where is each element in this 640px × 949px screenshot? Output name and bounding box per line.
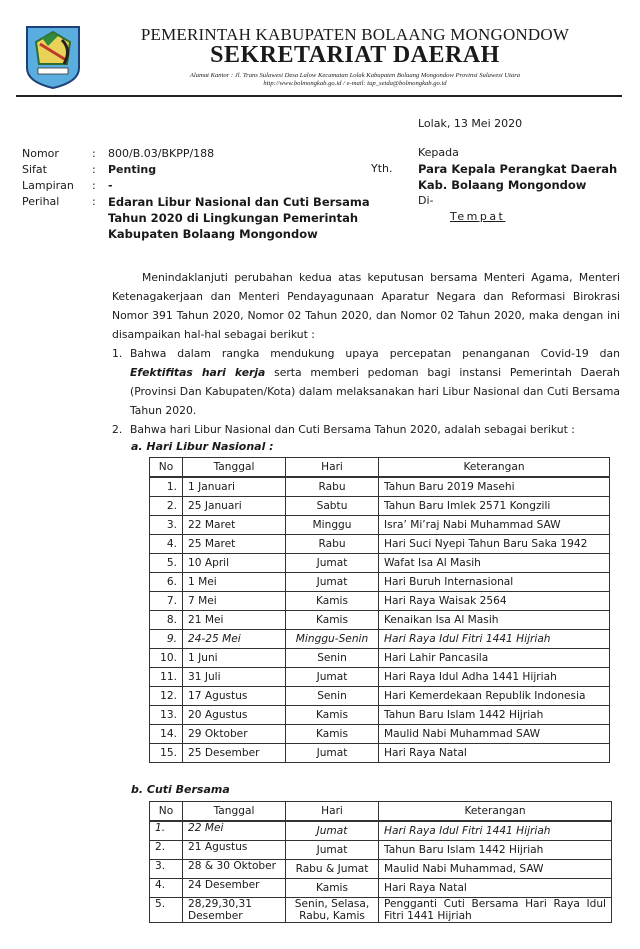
cell-hari: Jumat (286, 668, 379, 687)
cell-ket: Tahun Baru Islam 1442 Hijriah (379, 706, 610, 725)
table-row (150, 898, 612, 923)
cell-ket: Isra’ Mi’raj Nabi Muhammad SAW (379, 516, 610, 535)
cell-tanggal: 31 Juli (183, 668, 286, 687)
cell-hari: Senin, Selasa, Rabu, Kamis (286, 898, 379, 923)
meta-sifat: Sifat : Penting (22, 163, 157, 176)
cell-ket: Hari Kemerdekaan Republik Indonesia (379, 687, 610, 706)
cell-no: 13. (150, 706, 183, 725)
list-item: 2. Bahwa hari Libur Nasional dan Cuti Bersama Tahun 2020, adalah sebagai berikut : (112, 423, 575, 436)
cell-hari: Minggu-Senin (286, 630, 379, 649)
table-row (150, 592, 610, 611)
cell-no: 1. (150, 477, 183, 497)
numbered-list (112, 344, 620, 439)
list-item: 1. Bahwa dalam rangka mendukung upaya percepatan penanganan Covid-19 dan Efektifitas hari kerja serta memberi pedoman bagi instansi Pemerintah Daerah (Provinsi Dan Kabupaten/Kota) dalam melaksanakan hari Libur Nasional dan Cuti Bersama Tahun 2020. (112, 347, 620, 417)
letterhead-divider (16, 95, 622, 97)
cell-no: 6. (150, 573, 183, 592)
cell-tanggal: 25 Desember (183, 744, 286, 763)
cell-tanggal: 1 Juni (183, 649, 286, 668)
intro-paragraph: Menindaklanjuti perubahan kedua atas keputusan bersama Menteri Agama, Menteri Ketenagakerjaan dan Menteri Pendayagunaan Aparatur Negara dan Reformasi Birokrasi Nomor 391 Tahun 2020, Nomor 02 Tahun 2020, dan Nomor 02 Tahun 2020, maka dengan ini disampaikan hal-hal sebagai berikut : (112, 271, 620, 341)
cell-tanggal: 24-25 Mei (183, 630, 286, 649)
cell-tanggal: 21 Mei (183, 611, 286, 630)
cell-hari: Kamis (286, 725, 379, 744)
letter-body (112, 268, 620, 439)
table-header: No Tanggal Hari Keterangan (150, 802, 612, 822)
table-row (150, 821, 612, 841)
cuti-bersama-title: b. Cuti Bersama (131, 783, 230, 796)
cell-no: 4. (150, 535, 183, 554)
cell-hari: Minggu (286, 516, 379, 535)
table-header: No Tanggal Hari Keterangan (150, 458, 610, 478)
table-row (150, 668, 610, 687)
cell-hari: Jumat (286, 573, 379, 592)
cell-tanggal: 17 Agustus (183, 687, 286, 706)
cell-ket: Tahun Baru Imlek 2571 Kongzili (379, 497, 610, 516)
cell-hari: Jumat (286, 841, 379, 860)
meta-perihal: Perihal : Edaran Libur Nasional dan Cuti Bersama Tahun 2020 di Lingkungan Pemerintah Kabupaten Bolaang Mongondow (22, 195, 370, 241)
cell-hari: Kamis (286, 879, 379, 898)
libur-nasional-table (149, 457, 610, 763)
cell-ket: Hari Raya Natal (379, 879, 612, 898)
cell-hari: Rabu (286, 477, 379, 497)
table-row (150, 687, 610, 706)
cell-no: 15. (150, 744, 183, 763)
cell-hari: Jumat (286, 554, 379, 573)
addressee-line-1: Para Kepala Perangkat Daerah (418, 162, 618, 176)
cell-no: 12. (150, 687, 183, 706)
date-line: Lolak, 13 Mei 2020 (418, 117, 523, 130)
cell-tanggal: 25 Januari (183, 497, 286, 516)
cell-tanggal: 25 Maret (183, 535, 286, 554)
cell-hari: Jumat (286, 744, 379, 763)
cell-tanggal: 28,29,30,31 Desember (183, 898, 286, 923)
regency-coat-of-arms-icon (24, 24, 82, 90)
cell-hari: Sabtu (286, 497, 379, 516)
cell-ket: Hari Raya Natal (379, 744, 610, 763)
office-name: SEKRETARIAT DAERAH (210, 42, 500, 68)
cell-tanggal: 1 Mei (183, 573, 286, 592)
cell-ket: Wafat Isa Al Masih (379, 554, 610, 573)
cell-tanggal: 21 Agustus (183, 841, 286, 860)
cell-ket: Hari Buruh Internasional (379, 573, 610, 592)
cell-ket: Kenaikan Isa Al Masih (379, 611, 610, 630)
table-row (150, 554, 610, 573)
table-row (150, 649, 610, 668)
cell-ket: Hari Raya Idul Fitri 1441 Hijriah (379, 630, 610, 649)
cuti-bersama-table (149, 801, 612, 923)
cell-no: 4. (150, 879, 183, 898)
cell-no: 5. (150, 898, 183, 923)
cell-no: 2. (150, 497, 183, 516)
cell-tanggal: 28 & 30 Oktober (183, 860, 286, 879)
table-row (150, 573, 610, 592)
cell-ket: Tahun Baru 2019 Masehi (379, 477, 610, 497)
cell-ket: Hari Raya Waisak 2564 (379, 592, 610, 611)
table-row (150, 630, 610, 649)
cell-no: 10. (150, 649, 183, 668)
cell-hari: Jumat (286, 821, 379, 841)
cell-no: 14. (150, 725, 183, 744)
cell-tanggal: 10 April (183, 554, 286, 573)
cell-tanggal: 24 Desember (183, 879, 286, 898)
cell-hari: Kamis (286, 706, 379, 725)
cell-no: 5. (150, 554, 183, 573)
cell-tanggal: 29 Oktober (183, 725, 286, 744)
cell-tanggal: 22 Mei (183, 821, 286, 841)
cell-tanggal: 7 Mei (183, 592, 286, 611)
cell-ket: Hari Lahir Pancasila (379, 649, 610, 668)
cell-tanggal: 22 Maret (183, 516, 286, 535)
cell-no: 3. (150, 860, 183, 879)
cell-no: 1. (150, 821, 183, 841)
cell-no: 9. (150, 630, 183, 649)
table-row (150, 516, 610, 535)
cell-ket: Maulid Nabi Muhammad, SAW (379, 860, 612, 879)
cell-no: 7. (150, 592, 183, 611)
cell-ket: Hari Raya Idul Adha 1441 Hijriah (379, 668, 610, 687)
table-row (150, 860, 612, 879)
table-row (150, 611, 610, 630)
cell-ket: Tahun Baru Islam 1442 Hijriah (379, 841, 612, 860)
yth-label: Yth. (371, 162, 393, 175)
cell-no: 11. (150, 668, 183, 687)
cell-hari: Kamis (286, 611, 379, 630)
emphasis-text: Efektifitas hari kerja (130, 366, 266, 379)
table-row (150, 497, 610, 516)
cell-hari: Senin (286, 649, 379, 668)
cell-no: 3. (150, 516, 183, 535)
di-label: Di- (418, 194, 434, 207)
table-row (150, 879, 612, 898)
government-name: PEMERINTAH KABUPATEN BOLAANG MONGONDOW (140, 25, 570, 44)
office-address (100, 72, 610, 88)
libur-nasional-title: a. Hari Libur Nasional : (131, 440, 274, 453)
meta-nomor: Nomor : 800/B.03/BKPP/188 (22, 147, 215, 160)
kepada-label: Kepada (418, 146, 459, 159)
table-row (150, 477, 610, 497)
address-line: Alamat Kantor : Jl. Trans Sulawesi Desa Lalow Kecamatan Lolak Kabupaten Bolaang Mongondow Provinsi Sulawesi Utara (189, 72, 521, 79)
table-row (150, 725, 610, 744)
cell-ket: Pengganti Cuti Bersama Hari Raya Idul Fitri 1441 Hijriah (379, 898, 612, 923)
cell-ket: Hari Raya Idul Fitri 1441 Hijriah (379, 821, 612, 841)
tempat-label: Tempat (450, 210, 506, 223)
letter-meta (22, 146, 378, 242)
cell-hari: Rabu & Jumat (286, 860, 379, 879)
cell-no: 8. (150, 611, 183, 630)
addressee-line-2: Kab. Bolaang Mongondow (418, 178, 587, 192)
meta-lampiran: Lampiran : - (22, 179, 113, 192)
cell-tanggal: 1 Januari (183, 477, 286, 497)
cell-hari: Rabu (286, 535, 379, 554)
cell-ket: Maulid Nabi Muhammad SAW (379, 725, 610, 744)
cell-ket: Hari Suci Nyepi Tahun Baru Saka 1942 (379, 535, 610, 554)
table-row (150, 841, 612, 860)
web-email-line: http://www.bolmongkab.go.id / e-mail: tup_setda@bolmongkab.go.id (263, 80, 447, 87)
cell-no: 2. (150, 841, 183, 860)
cell-hari: Senin (286, 687, 379, 706)
cell-tanggal: 20 Agustus (183, 706, 286, 725)
table-row (150, 744, 610, 763)
table-row (150, 706, 610, 725)
cell-hari: Kamis (286, 592, 379, 611)
table-row (150, 535, 610, 554)
